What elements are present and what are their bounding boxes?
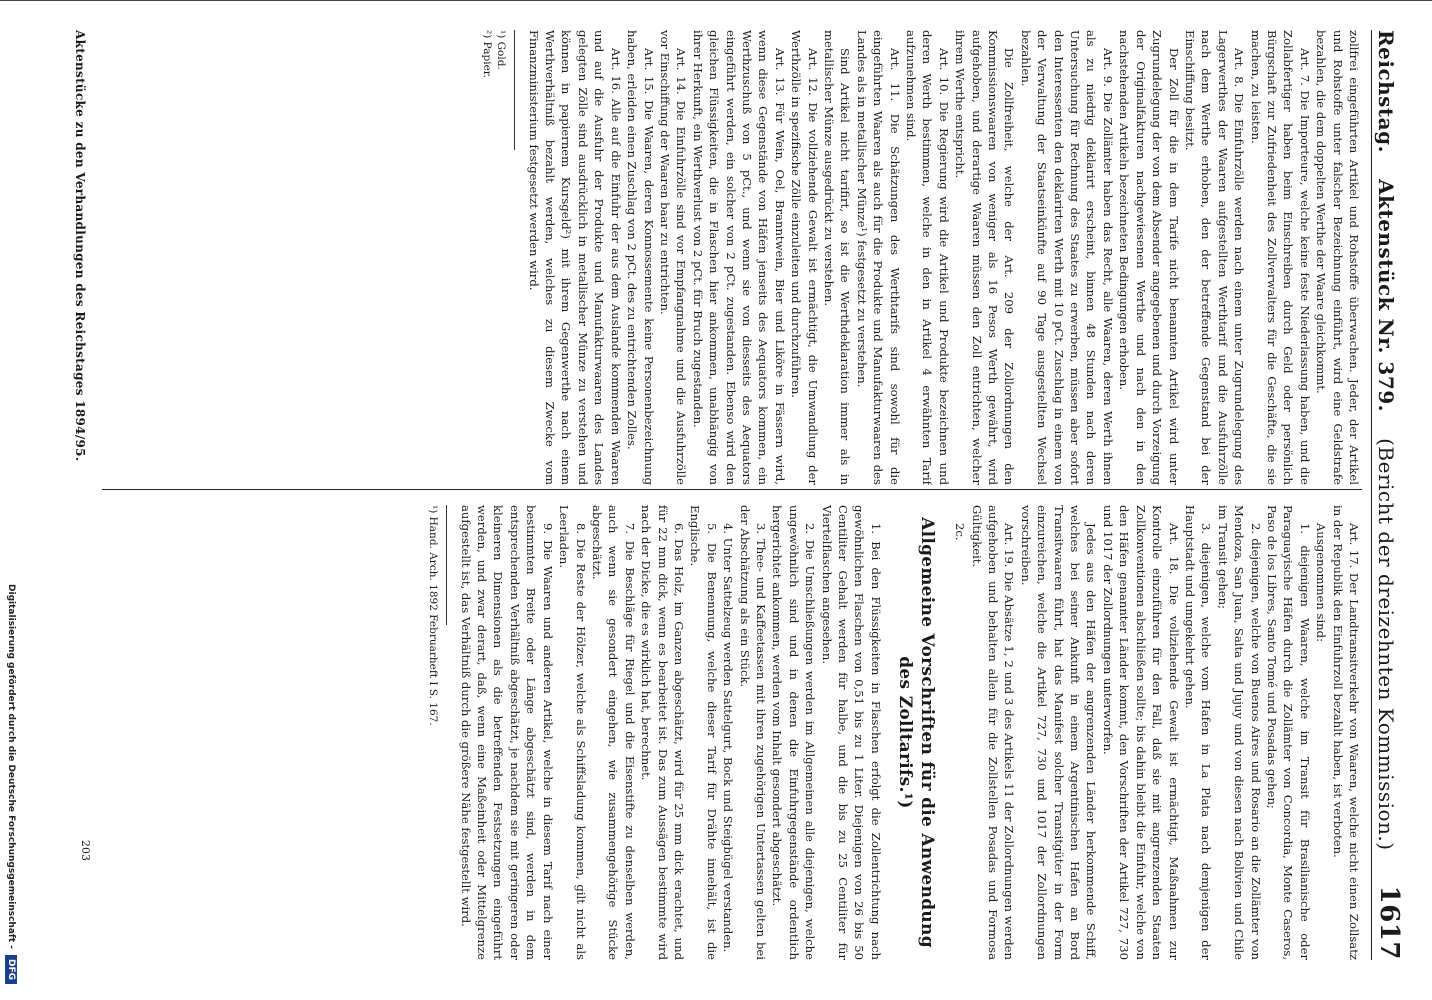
list-item: 7. Die Beschläge für Riegel und die Eisenstifte zu denselben werden, auch wenn sie gesondert eingehen, wie zusammengehörige Stücke abgeschätzt. [589,505,637,960]
list-item: 9. Die Waaren und anderen Artikel, welche in diesem Tarif nach einer bestimmten Breite oder Länge abgeschätzt sind, werden in dem entsprechenden Verhältniß abgeschätzt, je nachdem sie mit geringeren oder kleineren Dimensionen als die betreffenden Festsetzungen eingeführt werden, und zwar derart, daß, wenn eine Maßeinheit oder Mittelgrenze aufgestellt ist, das Verhältniß durch die größere Nähe festgestellt wird. [458,505,555,960]
section-heading: Allgemeine Vorschriften für die Anwendung des Zolltarifs.¹) [894,517,937,948]
list-item: 3. Thee- und Kaffeetassen mit ihren zugehörigen Untertassen gelten bei der Abschätzung als ein Stück. [737,505,768,960]
page-number: 1617 [1374,885,1404,960]
paragraph: Art. 17. Der Landtransitverkehr von Waaren, welche nicht einen Zollsatz in der Republik den Einfuhrzoll bezahlt haben, ist verboten. [1330,505,1361,960]
page-edge [0,0,1432,7]
paragraph: Art. 13. Für Wein, Oel, Branntwein, Bier und Liköre in Fässern wird, wenn diese Gegenstände von Häfen jenseits des Aequators kommen, ein Werthzuschuß von 5 pCt., und wenn sie von diesseits des Aequators eingeführt werden, ein solcher von 2 pCt. zugestanden. Ebenso wird den gleichen Flüssigkeiten, die in Flaschen hier ankommen, unabhängig von ihrer Herkunft, ein Werthverlust von 2 pCt. für Bruch zugestanden. [690,30,787,485]
paragraph: Art. 14. Die Einfuhrzölle sind vor Empfangnahme und die Ausfuhrzölle vor Einschiffung der Waaren baar zu entrichten. [657,30,689,485]
paragraph: Art. 7. Die Importeure, welche keine feste Niederlassung haben, und die Zollabfertiger haben beim Einschreiben durch Geld oder persönlich Bürgschaft zur Zufriedenheit des Zollverwalters für die Geschäfte, die sie machen, zu leisten. [1248,30,1312,485]
list-item: 1. diejenigen Waaren, welche im Transit für Brasilianische oder Paraguayische Häfen durch die Zollämter von Concordia, Monte Caseros, Paso de los Libres, Santo Tomé und Posadas gehen; [1264,505,1312,960]
paragraph: Art. 18. Die vollziehende Gewalt ist ermächtigt, Maßnahmen zur Kontrolle einzuführen für den Fall, daß sie mit angrenzenden Staaten Zollkonventionen abschließen sollte; bis dahin bleibt die Einfuhr, welche von den Häfen genannter Länder kommt, den Vorschriften der Artikel 727, 730 und 1017 der Zollordnungen unterworfen. [1100,505,1181,960]
footnote: ¹) Gold. [495,30,508,70]
paragraph: Der Zoll für die in dem Tarife nicht benannten Artikel wird unter Zugrundelegung der von dem Absender angegebenen und durch Vorzeigung der Originalfakturen nachgewiesenen Werthe und nach den in den nachstehenden Artikeln bezeichneten Bedingungen erhoben. [1117,30,1181,485]
header-piece: Aktenstück Nr. 379. [1374,179,1398,413]
page-header [1374,30,1414,960]
paragraph: Art. 10. Die Regierung wird die Artikel und Produkte bezeichnen und deren Werth bestimmen, welche in den in Artikel 4 erwähnten Tarif aufzunehmen sind. [904,30,951,485]
footnote: ²) Papier. [481,30,494,78]
list-item: 5. Die Benennung, welche dieser Tarif für Drähte innehält, ist die Englische. [688,505,719,960]
paragraph: Art. 15. Die Waaren, deren Konnossemente keine Personenbezeichnung haben, erleiden einen Zuschlag von 2 pCt. des zu entrichtenden Zolles. [625,30,656,485]
footnote: ¹) Hand. Arch. 1892 Februarheft I S. 167. [427,505,440,726]
list-item: 8. Die Reste der Hölzer, welche als Schiffsladung kommen, gilt nicht als Leerladen. [557,505,588,960]
paragraph: zollfrei eingeführten Artikel und Rohstoffe überwachen. Jeder, der Artikel und Rohstoffe unter falscher Bezeichnung einführt, wird eine Geldstrafe bezahlen, die dem doppelten Werthe der Waare gleichkommt. [1314,30,1361,485]
paragraph: Sind Artikel nicht tarifirt, so ist die Werthdeklaration immer als in metallischer Münze ausgedrückt zu verstehen. [822,30,853,485]
paragraph: Ausgenommen sind: [1314,523,1329,642]
paragraph: Jedes aus den Häfen der angrenzenden Länder herkommende Schiff, welches bei seiner Ankunft in einem Argentinischen Hafen an Bord Transitwaaren führt, hat das Manifest solcher Transitgüter in der Form einzureichen, welche die Artikel 727, 730 und 1017 der Zollordnungen vorschreiben. [1018,505,1099,960]
list-item: 6. Das Holz, im Ganzen abgeschätzt, wird für 25 mm dick erachtet, und für 22 mm dick, wenn es bearbeitet ist. Das zum Aussägen bestimmte wird nach der Dicke, die es wirklich hat, berechnet. [639,505,686,960]
dfg-logo: DFG [5,955,17,984]
paragraph: Art. 19. Die Absätze 1, 2 und 3 des Artikels 11 der Zollordnungen werden aufgehoben und behalten allein für die Zollstellen Posadas und Formosa Gültigkeit. [969,505,1017,960]
list-item: 1. Bei den Flüssigkeiten in Flaschen erfolgt die Zollentrichtung nach gewöhnlichen Flaschen von 0,51 bis zu 1 Liter. Diejenigen von 26 bis 50 Centiliter Gehalt werden für halbe, und die bis zu 25 Centiliter für Viertelflaschen angesehen. [819,505,883,960]
list-item: 4. Unter Sattelzeug werden Sattelgurt, Bock und Steigbügel verstanden. [721,523,736,953]
paragraph: 2c. [953,523,968,541]
list-item: 3. diejenigen, welche vom Hafen in La Plata nach demjenigen der Hauptstadt und umgekehrt gehen. [1182,505,1214,960]
paragraph: Art. 12. Die vollziehende Gewalt ist ermächtigt, die Umwandlung der Werthzölle in spezifische Zölle einzuleiten und durchzuführen. [789,30,820,485]
paragraph: Art. 11. Die Schätzungen des Werthtarifs sind sowohl für die eingeführten Waaren als auch für die Produkte und Manufakturwaaren des Landes als in metallischer Münze¹) festgesetzt zu verstehen. [854,30,902,485]
list-item: 2. Die Umschließungen werden im Allgemeinen alle diejenigen, welche ungewöhnlich sind und in denen die Einfuhrgegenstände ordentlich hergerichtet ankommen, werden vom Inhalt gesondert abgeschätzt. [770,505,818,960]
paragraph: Art. 9. Die Zollämter haben das Recht, alle Waaren, deren Werth ihnen als zu niedrig deklarirt erscheint, binnen 48 Stunden nach deren Untersuchung für Rechnung des Staates zu erwerben, müssen aber sofort den Interessenten den deklarirten Werth mit 10 pCt. Zuschlag in einem von der Verwaltung der Staatseinkünfte auf 90 Tage ausgestellten Wechsel bezahlen. [1018,30,1115,485]
footnote-rule [446,505,447,625]
header-rule [1371,30,1372,960]
right-column [282,505,1362,960]
paragraph: Art. 16. Alle auf die Einfuhr der aus dem Auslande kommenden Waaren und auf die Ausfuhr der Produkte und Manufakturwaaren des Landes gelegten Zölle sind ausdrücklich in metallischer Münze zu verstehen und können in papiernem Kursgeld²) mit ihrem Gegenwerthe nach einem Werthverhältniß bezahlt werden, welches zu diesem Zwecke vom Finanzministerium festgesetzt werden wird. [526,30,623,485]
list-item: 2. diejenigen, welche von Buenos Aires und Rosario an die Zollämter von Mendoza, San Juan, Salta und Jujuy und von diesen nach Bolivien und Chile im Transit gehen; [1215,505,1263,960]
paragraph: Art. 8. Die Einfuhrzölle werden nach einem unter Zugrundelegung des Lagerwerthes der Waaren aufgestellten Werthtarif und die Ausfuhrzölle nach dem Werthe erhoben, den der betreffende Gegenstand bei der Einschiffung besitzt. [1182,30,1247,485]
page-mark: 203 [79,840,92,861]
left-column [94,30,1362,485]
footnote-rule [514,30,515,150]
digitization-text: Digitalisierung gefördert durch die Deutsche Forschungsgemeinschaft - [6,584,16,949]
paragraph: Die Zollfreiheit, welche der Art. 209 der Zollordnungen den Kommissionswaaren von weniger als 16 Pesos Werth gewährt, wird aufgehoben, und derartige Waaren müssen den Zoll entrichten, welcher ihrem Werthe entspricht. [953,30,1017,485]
header-subtitle: (Bericht der dreizehnten Kommission.) [1374,438,1398,851]
page-footer: Aktenstücke zu den Verhandlungen des Reichstages 1894/95. [73,30,87,462]
header-title: Reichstag. [1374,30,1398,154]
digitization-note [2,0,20,1000]
column-divider [102,489,1362,490]
